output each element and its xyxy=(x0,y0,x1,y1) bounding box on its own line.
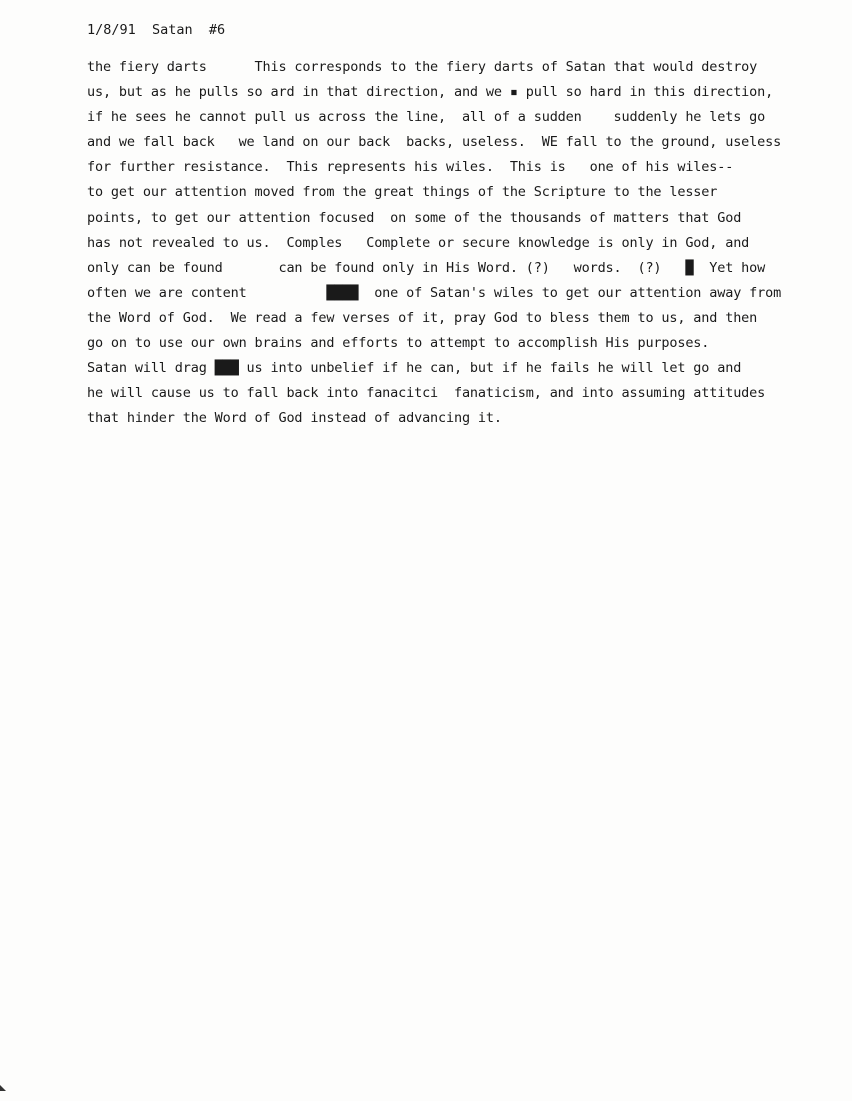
text-line: the fiery darts This corresponds to the fiery darts of Satan that would destroy xyxy=(87,59,758,75)
text-line: often we are content ████ one of Satan's wiles to get our attention away from xyxy=(87,284,782,301)
text-line: if he sees he cannot pull us across the line, all of a sudden suddenly he lets go xyxy=(87,109,766,126)
text-line: points, to get our attention focused on some of the thousands of matters that God xyxy=(87,209,742,226)
text-line: for further resistance. This represents his wiles. This is one of his wiles-- xyxy=(87,159,734,176)
text-line: us, but as he pulls so ard in that direction, and we ▪ pull so hard in this direction, xyxy=(87,84,774,101)
text-line: go on to use our own brains and efforts to attempt to accomplish His purposes. xyxy=(87,335,710,352)
text-line: only can be found can be found only in His Word. (?) words. (?) █ Yet how xyxy=(87,259,766,276)
text-line: that hinder the Word of God instead of advancing it. xyxy=(87,410,502,427)
page-header: 1/8/91 Satan #6 xyxy=(87,22,226,38)
text-line: Satan will drag ███ us into unbelief if he can, but if he fails he will let go and xyxy=(87,360,742,377)
body-text xyxy=(87,55,827,431)
scan-corner-mark xyxy=(0,1085,6,1091)
text-line: and we fall back we land on our back backs, useless. WE fall to the ground, useless xyxy=(87,134,782,151)
text-line: he will cause us to fall back into fanacitci fanaticism, and into assuming attitudes xyxy=(87,385,766,402)
text-line: the Word of God. We read a few verses of it, pray God to bless them to us, and then xyxy=(87,309,758,326)
text-line: has not revealed to us. Comples Complete or secure knowledge is only in God, and xyxy=(87,234,750,251)
text-line: to get our attention moved from the great things of the Scripture to the lesser xyxy=(87,184,718,201)
